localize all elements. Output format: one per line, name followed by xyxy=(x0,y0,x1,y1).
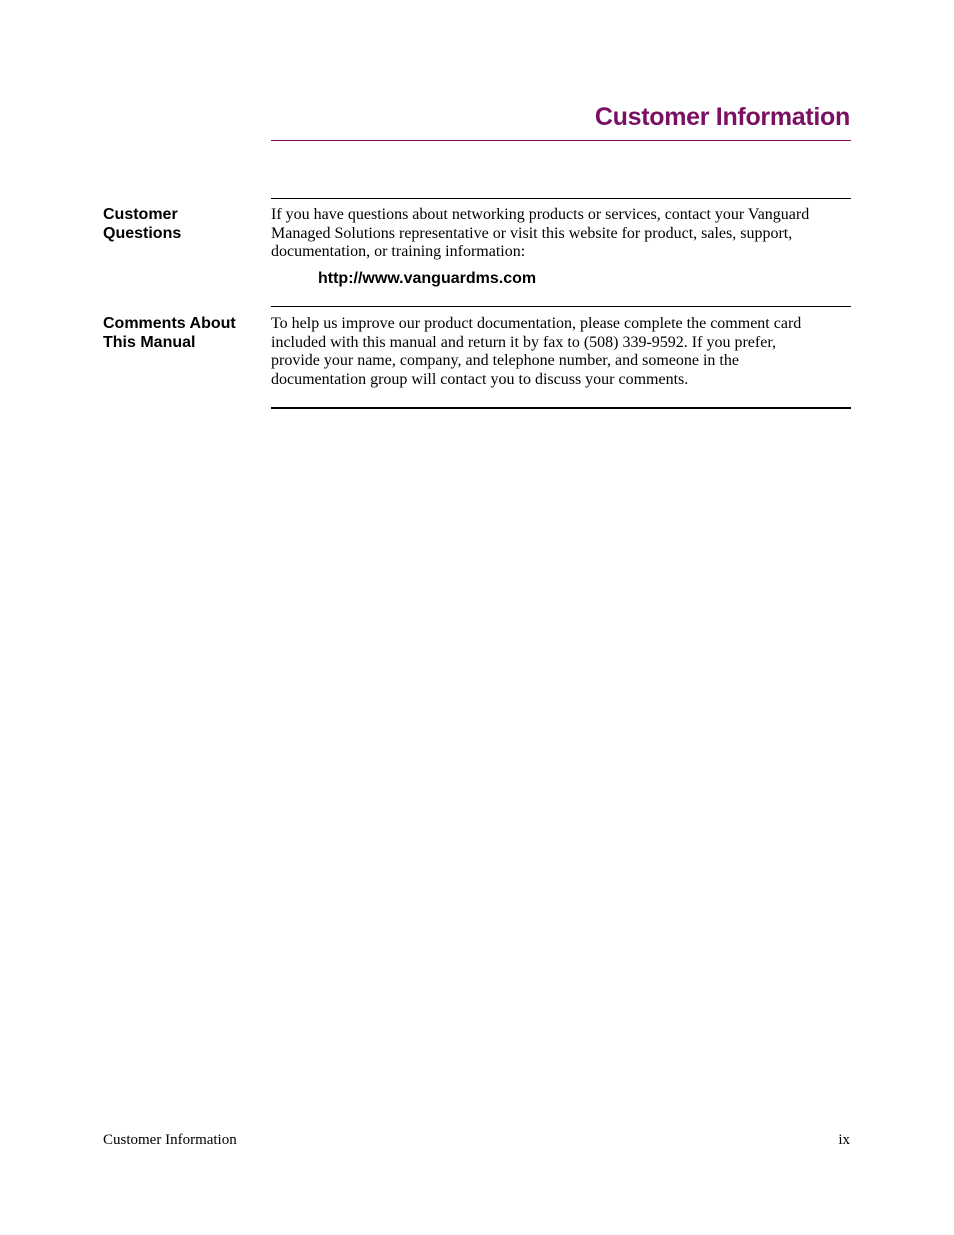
body-line: To help us improve our product documentation, please complete the comment card xyxy=(271,315,802,332)
body-line: If you have questions about networking products or services, contact your Vanguard xyxy=(271,206,810,223)
heading-line: Questions xyxy=(103,224,182,242)
heading-line: This Manual xyxy=(103,333,196,351)
body-line: provide your name, company, and telephone number, and someone in the xyxy=(271,352,739,369)
heading-line: Comments About xyxy=(103,315,236,332)
section-end-rule xyxy=(271,407,851,409)
section-heading-comments-about-manual xyxy=(103,315,263,352)
body-line: documentation, or training information: xyxy=(271,243,526,260)
body-line: Managed Solutions representative or visit this website for product, sales, support, xyxy=(271,224,793,242)
page-title: Customer Information xyxy=(594,103,850,131)
section-rule-comments-about-manual xyxy=(271,306,851,307)
section-body-customer-questions xyxy=(271,206,856,262)
footer-page-number: ix xyxy=(838,1132,850,1148)
body-line: documentation group will contact you to discuss your comments. xyxy=(271,370,689,388)
title-rule xyxy=(271,140,851,141)
heading-line: Customer xyxy=(103,206,178,223)
footer-section-title: Customer Information xyxy=(103,1132,237,1148)
section-body-comments-about-manual xyxy=(271,315,856,389)
body-line: included with this manual and return it by fax to (508) 339-9592. If you prefer, xyxy=(271,333,777,351)
section-heading-customer-questions xyxy=(103,206,263,243)
section-rule-customer-questions xyxy=(271,198,851,199)
website-link[interactable]: http://www.vanguardms.com xyxy=(318,270,537,287)
